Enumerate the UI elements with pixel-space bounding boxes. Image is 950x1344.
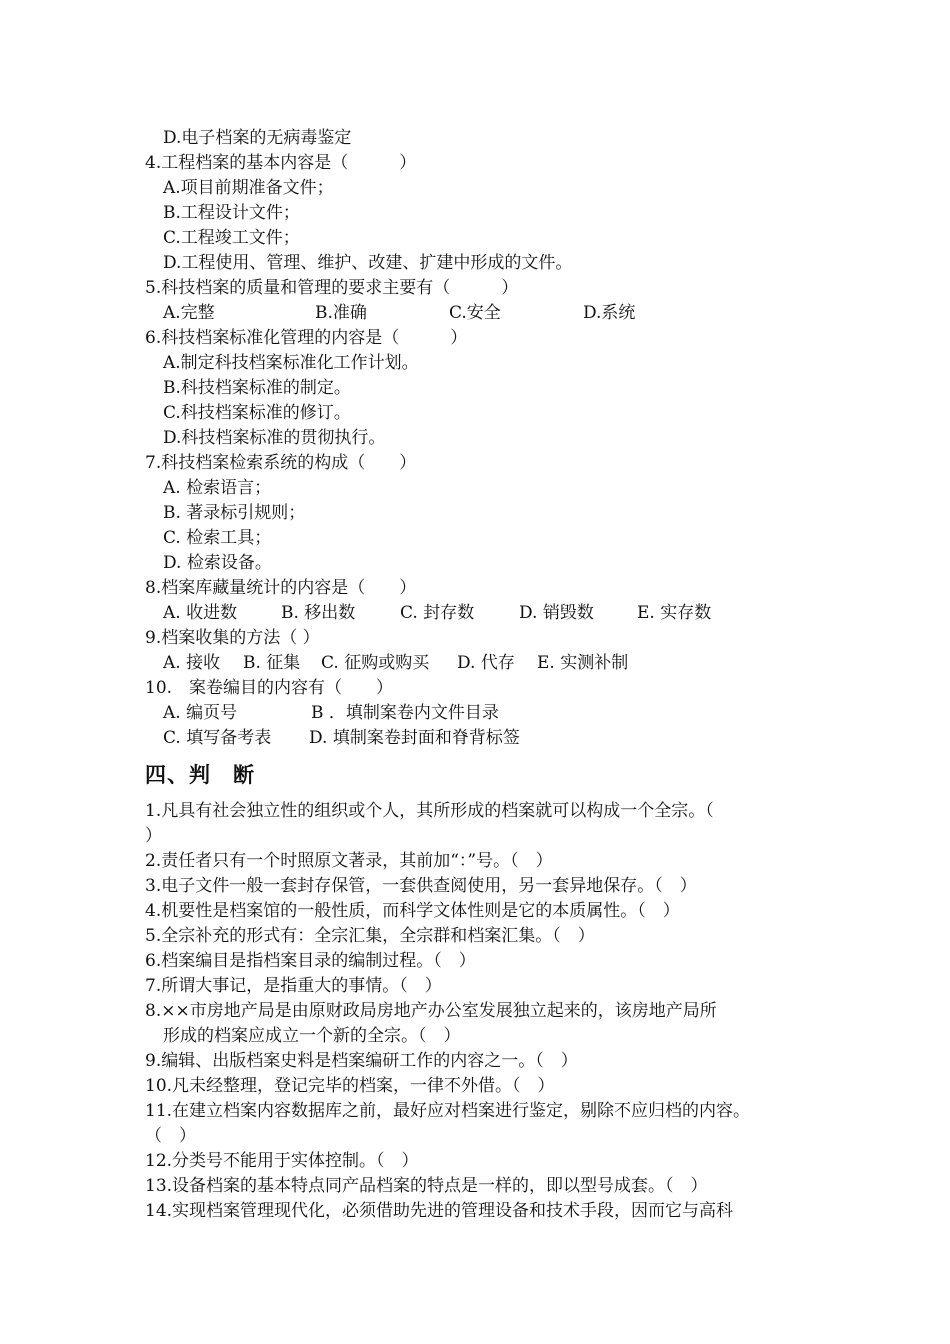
q10-option-a: A. 编页号 — [163, 703, 238, 723]
question-7: 7.科技档案检索系统的构成（ ） — [145, 453, 417, 473]
q8-option-e: E. 实存数 — [637, 603, 712, 623]
question-6: 6.科技档案标准化管理的内容是（ ） — [145, 328, 468, 348]
judgement-item: 5.全宗补充的形式有：全宗汇集，全宗群和档案汇集。（ ） — [145, 926, 595, 946]
judgement-item: 13.设备档案的基本特点同产品档案的特点是一样的，即以型号成套。（ ） — [145, 1176, 708, 1196]
q5-option-d: D.系统 — [583, 303, 636, 323]
q7-option-d: D. 检索设备。 — [163, 553, 272, 573]
judgement-item: 6.档案编目是指档案目录的编制过程。（ ） — [145, 951, 476, 971]
q9-option-d: D. 代存 — [457, 653, 515, 673]
judgement-item-continued: 形成的档案应成立一个新的全宗。（ ） — [163, 1026, 461, 1046]
q6-option-a: A.制定科技档案标准化工作计划。 — [163, 353, 419, 373]
judgement-item: 11.在建立档案内容数据库之前，最好应对档案进行鉴定，剔除不应归档的内容。 — [145, 1101, 751, 1121]
question-4: 4.工程档案的基本内容是（ ） — [145, 153, 417, 173]
question-9: 9.档案收集的方法（ ） — [145, 628, 320, 648]
judgement-item: 1.凡具有社会独立性的组织或个人，其所形成的档案就可以构成一个全宗。（ — [145, 801, 714, 821]
q4-option-b: B.工程设计文件； — [163, 203, 300, 223]
judgement-item: 2.责任者只有一个时照原文著录，其前加“：”号。（ ） — [145, 851, 553, 871]
q10-option-d: D. 填制案卷封面和脊背标签 — [309, 728, 520, 748]
q4-option-d: D.工程使用、管理、维护、改建、扩建中形成的文件。 — [163, 253, 573, 273]
q9-option-c: C. 征购或购买 — [321, 653, 430, 673]
judgement-item: 3.电子文件一般一套封存保管，一套供查阅使用，另一套异地保存。（ ） — [145, 876, 697, 896]
q4-option-a: A.项目前期准备文件； — [163, 178, 334, 198]
q3-option-d: D.电子档案的无病毒鉴定 — [163, 128, 352, 148]
judgement-item: 14.实现档案管理现代化，必须借助先进的管理设备和技术手段，因而它与高科 — [145, 1201, 734, 1221]
judgement-item: 10.凡未经整理，登记完毕的档案，一律不外借。（ ） — [145, 1076, 555, 1096]
q5-option-b: B.准确 — [315, 303, 367, 323]
q8-option-b: B. 移出数 — [281, 603, 356, 623]
q10-option-b: B ．填制案卷内文件目录 — [311, 703, 499, 723]
question-8: 8.档案库藏量统计的内容是（ ） — [145, 578, 417, 598]
q6-option-d: D.科技档案标准的贯彻执行。 — [163, 428, 386, 448]
q8-option-c: C. 封存数 — [400, 603, 475, 623]
q8-option-a: A. 收进数 — [163, 603, 238, 623]
section-heading-judgement: 四、判 断 — [145, 762, 255, 787]
question-5: 5.科技档案的质量和管理的要求主要有（ ） — [145, 278, 519, 298]
q7-option-a: A. 检索语言； — [163, 478, 272, 498]
q10-option-c: C. 填写备考表 — [163, 728, 272, 748]
judgement-item: 9.编辑、出版档案史料是档案编研工作的内容之一。（ ） — [145, 1051, 578, 1071]
q8-option-d: D. 销毁数 — [519, 603, 594, 623]
judgement-item-continued: ） — [145, 826, 162, 846]
judgement-item-continued: （ ） — [145, 1126, 196, 1146]
q5-option-a: A.完整 — [163, 303, 215, 323]
q7-option-c: C. 检索工具； — [163, 528, 272, 548]
judgement-item: 8.××市房地产局是由原财政局房地产办公室发展独立起来的，该房地产局所 — [145, 1001, 717, 1021]
q7-option-b: B. 著录标引规则； — [163, 503, 306, 523]
q9-option-e: E. 实测补制 — [537, 653, 629, 673]
q9-option-b: B. 征集 — [243, 653, 301, 673]
q6-option-b: B.科技档案标准的制定。 — [163, 378, 351, 398]
judgement-item: 7.所谓大事记，是指重大的事情。（ ） — [145, 976, 442, 996]
q4-option-c: C.工程竣工文件； — [163, 228, 300, 248]
q5-option-c: C.安全 — [449, 303, 501, 323]
q9-option-a: A. 接收 — [163, 653, 221, 673]
judgement-item: 4.机要性是档案馆的一般性质，而科学文体性则是它的本质属性。（ ） — [145, 901, 680, 921]
question-10: 10. 案卷编目的内容有（ ） — [145, 678, 394, 698]
judgement-item: 12.分类号不能用于实体控制。（ ） — [145, 1151, 419, 1171]
q6-option-c: C.科技档案标准的修订。 — [163, 403, 351, 423]
